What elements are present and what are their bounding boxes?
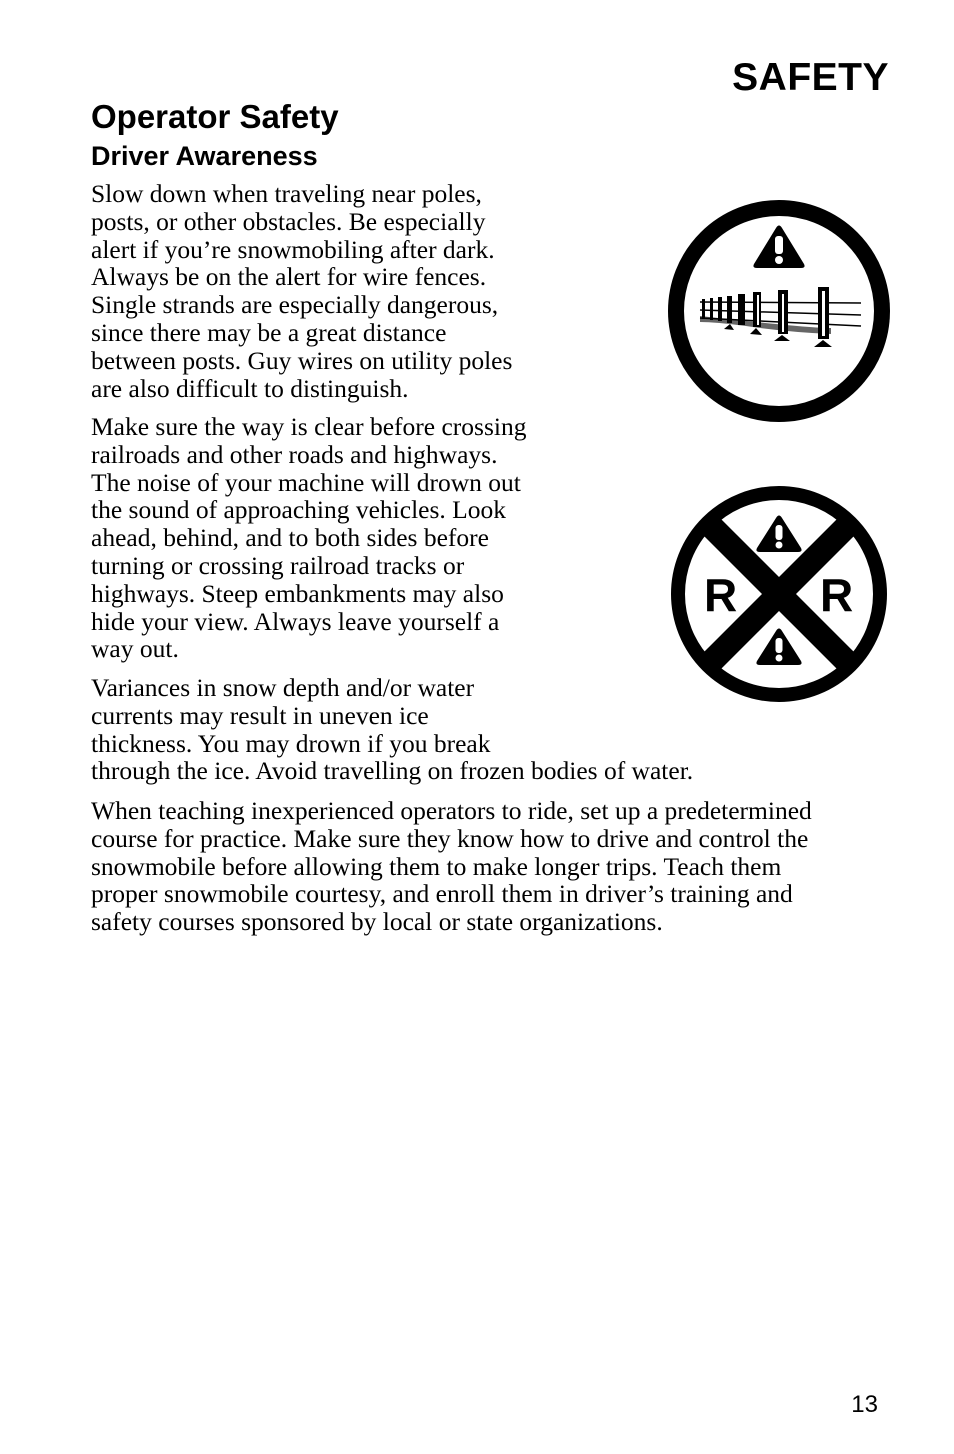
rr-letter-left: R (704, 569, 738, 621)
page-heading: Operator Safety (91, 98, 339, 135)
section-title: SAFETY (732, 56, 889, 99)
wire-fence-warning-icon (666, 198, 892, 424)
page-number: 13 (851, 1391, 878, 1418)
rr-letter-right: R (820, 569, 854, 621)
railroad-crossing-icon (670, 485, 888, 703)
paragraph-ice-thickness: Variances in snow depth and/or water currents may result in uneven ice thickness. You may drown if you break through the ice. Avoid travelling on frozen bodies of water. (91, 673, 694, 786)
paragraph-railroad-crossing: Make sure the way is clear before crossing railroads and other roads and highways. The noise of your machine will drown out the sound of approaching vehicles. Look ahead, behind, and to both sides before turning or crossing railroad tracks or highways. Steep embankments may also hide your view. Always leave yourself a way out. (91, 412, 527, 664)
paragraph-teaching-operators: When teaching inexperienced operators to ride, set up a predetermined course for practice. Make sure they know how to drive and control the snowmobile before allowing them to make longer trips. Teach them proper snowmobile courtesy, and enroll them in driver’s training and safety courses sponsored by local or state organizations. (91, 796, 812, 937)
page-subheading: Driver Awareness (91, 141, 318, 171)
paragraph-wire-fences: Slow down when traveling near poles, posts, or other obstacles. Be especially alert if you’re snowmobiling after dark. Always be on the alert for wire fences. Single strands are especially dangerous, since there may be a great distance between posts. Guy wires on utility poles are also difficult to distinguish. (91, 179, 513, 403)
